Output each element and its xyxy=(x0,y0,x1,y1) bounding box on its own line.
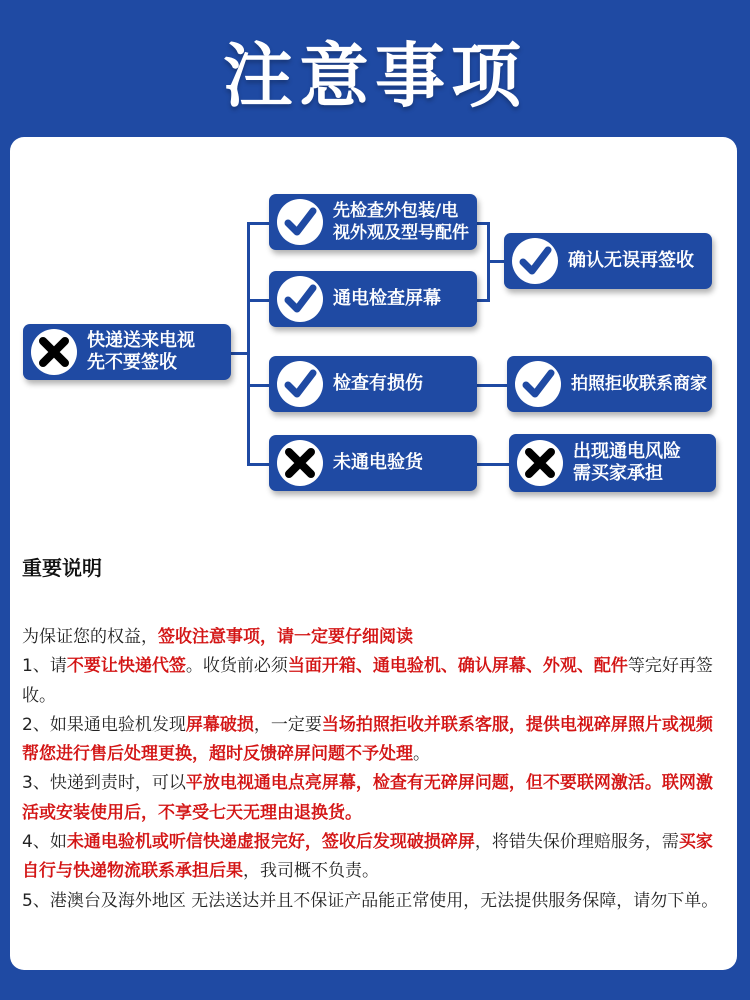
intro-highlight: 签收注意事项，请一定要仔细阅读 xyxy=(158,627,413,647)
refuse-contact-box xyxy=(507,356,712,412)
item5-text: 5、港澳台及海外地区 无法送达并且不保证产品能正常使用，无法提供服务保障，请勿下单。 xyxy=(22,890,719,911)
check-package-box xyxy=(269,194,477,250)
check-package-line2: 视外观及型号配件 xyxy=(333,223,469,243)
notes-item-3 xyxy=(22,769,728,828)
notes-title: 重要说明 xyxy=(22,556,102,580)
x-icon xyxy=(517,440,563,486)
item3-text-a: 3、快递到责时，可以 xyxy=(22,773,186,794)
x-icon xyxy=(277,440,323,486)
item4-highlight-b: 未通电验机或听信快递虚报完好，签收后发现破损碎屏 xyxy=(66,832,475,853)
connector-trunk xyxy=(247,222,250,465)
confirm-sign-label: 确认无误再签收 xyxy=(568,250,694,271)
flow-diagram xyxy=(10,137,737,497)
check-icon xyxy=(512,238,558,284)
page-title: 注意事项 xyxy=(223,35,527,117)
notes-item-4 xyxy=(22,828,728,887)
power-on-label: 通电检查屏幕 xyxy=(333,288,441,309)
refuse-contact-label: 拍照拒收联系商家 xyxy=(571,374,707,394)
item4-text-c: ，将错失保价理赔服务，需 xyxy=(474,832,679,853)
receive-tv-line2: 先不要签收 xyxy=(87,352,177,373)
notes-item-1 xyxy=(22,652,728,711)
item4-text-a: 4、如 xyxy=(22,832,67,853)
confirm-sign-box xyxy=(504,233,712,289)
content-panel xyxy=(10,137,737,970)
notes-item-5 xyxy=(22,887,728,916)
check-damage-box xyxy=(269,356,477,412)
risk-box xyxy=(509,434,716,492)
item1-highlight-b: 不要让快递代签 xyxy=(66,656,186,677)
item2-text-e: 。 xyxy=(413,744,430,765)
item1-text-c: 。收货前必须 xyxy=(185,656,288,677)
risk-line1: 出现通电风险 xyxy=(573,441,681,462)
item3-highlight-b: 平放电视通电点亮屏幕，检查有无碎屏问题，但不要联网激活。联网激活或安装使用后，不享受七天无理由退换货。 xyxy=(22,773,713,823)
connector-branch-2 xyxy=(247,299,269,302)
connector-damage xyxy=(477,384,507,387)
check-icon xyxy=(277,276,323,322)
notes-item-2 xyxy=(22,711,728,770)
receive-tv-line1: 快递送来电视 xyxy=(87,330,195,351)
item2-text-c: ，一定要 xyxy=(253,714,322,735)
no-power-test-label: 未通电验货 xyxy=(333,452,423,473)
risk-line2: 需买家承担 xyxy=(573,463,663,484)
connector-branch-4 xyxy=(247,463,269,466)
check-icon xyxy=(515,361,561,407)
check-damage-label: 检查有损伤 xyxy=(333,373,423,394)
connector-merge-out xyxy=(487,260,504,263)
receive-tv-box xyxy=(23,324,231,380)
item2-text-a: 2、如果通电验机发现 xyxy=(22,714,186,735)
item4-text-e: ，我司概不负责。 xyxy=(243,861,379,882)
no-power-test-box xyxy=(269,435,477,491)
item1-text-e: 等完好再签收。 xyxy=(22,656,713,706)
connector-risk xyxy=(477,463,509,466)
item1-text-a: 1、请 xyxy=(22,656,67,677)
power-on-box xyxy=(269,271,477,327)
check-icon xyxy=(277,361,323,407)
connector-branch-1 xyxy=(247,222,269,225)
item2-highlight-b: 屏幕破损 xyxy=(185,714,254,735)
item4-highlight-d: 买家自行与快递物流联系承担后果 xyxy=(22,832,713,882)
connector-branch-3 xyxy=(247,384,269,387)
intro-text: 为保证您的权益， xyxy=(22,627,158,647)
item1-highlight-d: 当面开箱、通电验机、确认屏幕、外观、配件 xyxy=(287,656,628,677)
notes-intro xyxy=(22,623,728,652)
x-icon xyxy=(31,329,77,375)
check-package-line1: 先检查外包装/电 xyxy=(333,201,459,221)
check-icon xyxy=(277,199,323,245)
important-notes xyxy=(22,552,728,916)
item2-highlight-d: 当场拍照拒收并联系客服，提供电视碎屏照片或视频帮您进行售后处理更换，超时反馈碎屏问题不予处理 xyxy=(22,714,713,765)
